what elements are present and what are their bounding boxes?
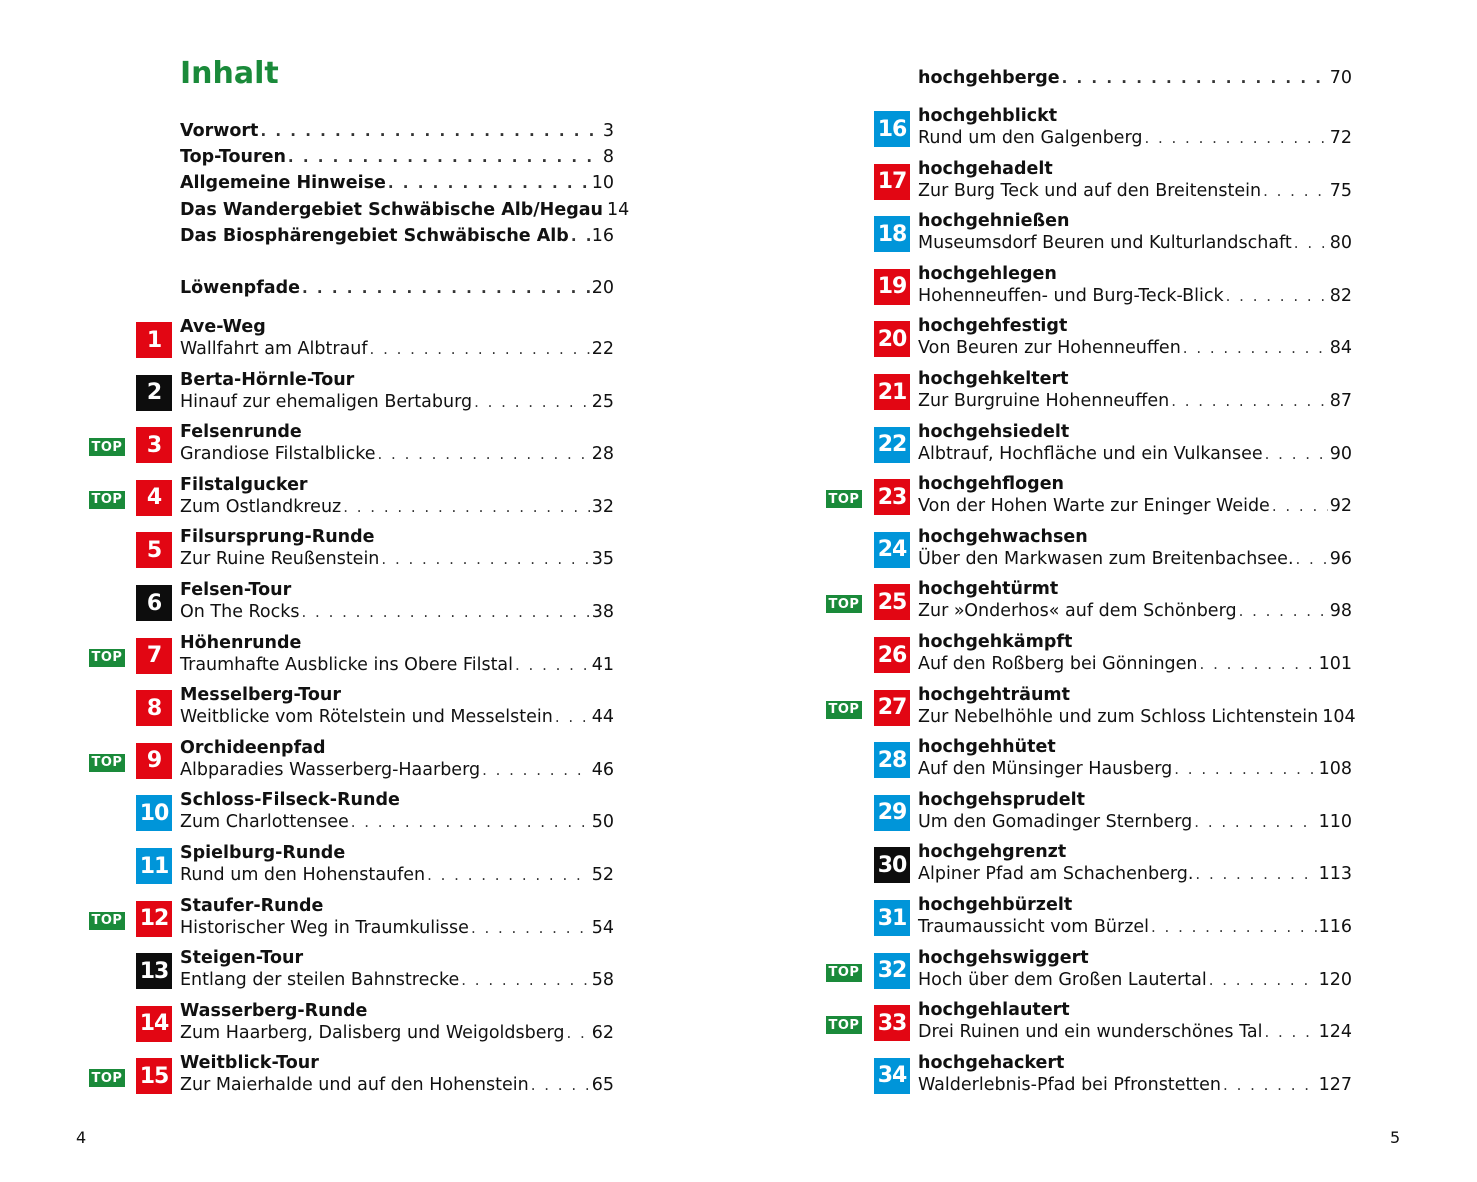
top-tour-badge: TOP — [89, 912, 125, 930]
toc-entry[interactable] — [180, 970, 614, 990]
tour-name: Felsen-Tour — [180, 580, 292, 600]
toc-entry-label: Über den Markwasen zum Breitenbachsee. — [918, 548, 1294, 569]
toc-entry[interactable] — [918, 549, 1352, 569]
toc-entry-page: 70 — [1329, 68, 1352, 88]
toc-entry-label: Zur Maierhalde und auf den Hohenstein — [180, 1075, 529, 1096]
toc-entry-label: Zum Ostlandkreuz — [180, 496, 342, 517]
tour-number-badge: 14 — [136, 1006, 172, 1042]
tour-number-badge: 22 — [874, 427, 910, 463]
dot-leader — [1194, 813, 1316, 831]
toc-entry-label: Top-Touren — [180, 147, 286, 167]
tour-name: hochgehtürmt — [918, 579, 1059, 600]
toc-entry[interactable] — [180, 707, 614, 727]
toc-entry-page: 113 — [1318, 864, 1352, 885]
toc-entry[interactable] — [918, 1075, 1352, 1095]
toc-entry-page: 28 — [591, 444, 614, 465]
dot-leader — [1265, 445, 1328, 463]
toc-entry-page: 16 — [591, 226, 614, 246]
toc-entry-page: 58 — [591, 970, 614, 991]
toc-entry-label: Rund um den Hohenstaufen — [180, 865, 426, 885]
toc-entry-label: Albparadies Wasserberg-Haarberg — [180, 759, 481, 780]
toc-entry-page: 20 — [591, 278, 614, 298]
toc-entry-label: Hinauf zur ehemaligen Bertaburg — [180, 391, 473, 412]
tour-number-badge: 7 — [136, 638, 172, 674]
toc-entry[interactable] — [180, 812, 614, 832]
top-tour-badge: TOP — [826, 490, 862, 508]
tour-number-badge: 21 — [874, 374, 910, 410]
tour-name: Schloss-Filseck-Runde — [180, 790, 400, 811]
toc-entry[interactable] — [918, 970, 1352, 990]
toc-entry-page: 3 — [602, 121, 614, 141]
tour-name: hochgehackert — [918, 1052, 1065, 1073]
toc-entry-label: Hoch über dem Großen Lautertal — [918, 969, 1207, 990]
tour-number-badge: 32 — [874, 953, 910, 989]
toc-entry-page: 98 — [1329, 601, 1352, 622]
toc-entry-label: Wallfahrt am Albtrauf — [180, 339, 368, 359]
toc-entry-label: hochgehberge — [918, 68, 1060, 88]
toc-entry[interactable] — [180, 444, 614, 464]
toc-entry-label: Von Beuren zur Hohenneuffen — [918, 338, 1181, 359]
tour-number-badge: 1 — [136, 322, 172, 358]
toc-entry-label: Auf den Münsinger Hausberg — [918, 759, 1173, 780]
toc-entry-label: Rund um den Galgenberg — [918, 128, 1143, 148]
toc-entry-label: Traumaussicht vom Bürzel — [918, 917, 1150, 937]
dot-leader — [427, 866, 590, 884]
toc-entry-label: Auf den Roßberg bei Gönningen — [918, 654, 1198, 674]
tour-number-badge: 24 — [874, 532, 910, 568]
toc-entry[interactable] — [180, 602, 614, 622]
dot-leader — [1195, 865, 1316, 883]
toc-entry-label: Grandiose Filstalblicke — [180, 444, 376, 465]
dot-leader — [1263, 182, 1328, 200]
dot-leader — [343, 498, 590, 516]
tour-name: hochgehträumt — [918, 684, 1071, 705]
toc-entry[interactable] — [918, 444, 1352, 464]
top-tour-badge: TOP — [826, 701, 862, 719]
top-tour-badge: TOP — [89, 649, 125, 667]
toc-entry-label: Historischer Weg in Traumkulisse — [180, 917, 469, 938]
dot-leader — [474, 393, 590, 411]
tour-number-badge: 23 — [874, 479, 910, 515]
tour-name: hochgehbürzelt — [918, 895, 1073, 915]
dot-leader — [1264, 1023, 1316, 1041]
dot-leader — [1144, 129, 1327, 147]
dot-leader — [351, 813, 590, 831]
tour-name: hochgehsiedelt — [918, 421, 1070, 442]
toc-entry-label: Zum Haarberg, Dalisberg und Weigoldsberg — [180, 1022, 565, 1043]
tour-number-badge: 2 — [136, 375, 172, 411]
toc-entry-page: 38 — [591, 602, 614, 622]
top-tour-badge: TOP — [89, 754, 125, 772]
toc-entry[interactable] — [180, 1023, 614, 1043]
tour-number-badge: 4 — [136, 480, 172, 516]
toc-entry[interactable] — [918, 181, 1352, 201]
toc-entry-label: Das Wandergebiet Schwäbische Alb/Hegau — [180, 200, 603, 220]
tour-number-badge: 27 — [874, 690, 910, 726]
toc-entry-label: Um den Gomadinger Sternberg — [918, 811, 1193, 832]
tour-number-badge: 18 — [874, 216, 910, 252]
toc-entry-page: 75 — [1329, 180, 1352, 201]
dot-leader — [1174, 760, 1316, 778]
top-tour-badge: TOP — [826, 964, 862, 982]
toc-entry-label: Walderlebnis-Pfad bei Pfronstetten — [918, 1074, 1222, 1095]
tour-name: hochgehnießen — [918, 211, 1070, 232]
toc-entry-label: Zur Ruine Reußenstein — [180, 549, 380, 570]
toc-entry-label: Das Biosphärengebiet Schwäbische Alb — [180, 226, 569, 246]
tour-name: Orchideenpfad — [180, 737, 326, 758]
toc-entry[interactable] — [918, 864, 1352, 884]
tour-number-badge: 25 — [874, 584, 910, 620]
tour-name: hochgehkämpft — [918, 632, 1073, 652]
toc-entry[interactable] — [918, 654, 1352, 674]
toc-entry-page: 108 — [1318, 759, 1352, 780]
toc-entry[interactable] — [180, 918, 614, 938]
tour-name: Berta-Hörnle-Tour — [180, 369, 355, 390]
tour-number-badge: 28 — [874, 742, 910, 778]
tour-name: Spielburg-Runde — [180, 843, 346, 863]
dot-leader — [515, 656, 590, 674]
toc-entry[interactable] — [180, 497, 614, 517]
toc-entry[interactable] — [918, 601, 1352, 621]
toc-entry[interactable] — [180, 173, 614, 193]
toc-entry-page: 14 — [606, 200, 630, 220]
tour-name: Steigen-Tour — [180, 948, 304, 969]
dot-leader — [260, 122, 600, 140]
dot-leader — [1272, 497, 1328, 515]
toc-entry[interactable] — [180, 865, 614, 885]
dot-leader — [1209, 971, 1317, 989]
toc-entry-page: 120 — [1318, 969, 1352, 990]
toc-entry-label: Zur Burg Teck und auf den Breitenstein — [918, 180, 1262, 201]
top-tour-badge: TOP — [89, 491, 125, 509]
toc-entry-label: Albtrauf, Hochfläche und ein Vulkansee — [918, 443, 1263, 464]
toc-entry-label: Drei Ruinen und ein wunderschönes Tal — [918, 1022, 1263, 1043]
tour-number-badge: 3 — [136, 427, 172, 463]
dot-leader — [1171, 392, 1328, 410]
toc-entry-page: 96 — [1329, 548, 1352, 569]
toc-entry[interactable] — [918, 391, 1352, 411]
dot-leader — [1226, 287, 1328, 305]
toc-entry-label: Zur Burgruine Hohenneuffen — [918, 391, 1170, 411]
dot-leader — [1239, 602, 1328, 620]
dot-leader — [1062, 69, 1328, 87]
toc-entry-page: 80 — [1329, 233, 1352, 254]
left-page — [0, 0, 738, 1182]
dot-leader — [370, 340, 590, 358]
toc-entry[interactable] — [918, 128, 1352, 148]
top-tour-badge: TOP — [826, 1016, 862, 1034]
toc-entry-page: 72 — [1329, 128, 1352, 148]
toc-entry-label: On The Rocks — [180, 602, 300, 622]
right-page — [738, 0, 1477, 1182]
toc-entry-label: Allgemeine Hinweise — [180, 173, 386, 193]
tour-number-badge: 6 — [136, 585, 172, 621]
tour-number-badge: 34 — [874, 1058, 910, 1094]
toc-entry[interactable] — [180, 226, 614, 246]
toc-entry-page: 46 — [591, 759, 614, 780]
dot-leader — [302, 603, 590, 621]
tour-number-badge: 15 — [136, 1058, 172, 1094]
dot-leader — [461, 971, 589, 989]
tour-number-badge: 13 — [136, 953, 172, 989]
tour-name: Staufer-Runde — [180, 895, 324, 916]
tour-number-badge: 12 — [136, 901, 172, 937]
dot-leader — [1296, 550, 1328, 568]
tour-number-badge: 31 — [874, 900, 910, 936]
toc-entry-page: 124 — [1318, 1022, 1352, 1043]
tour-number-badge: 16 — [874, 111, 910, 147]
tour-number-badge: 9 — [136, 743, 172, 779]
tour-name: hochgehkeltert — [918, 369, 1069, 389]
dot-leader — [1200, 655, 1317, 673]
tour-name: Filstalgucker — [180, 474, 308, 495]
toc-entry[interactable] — [180, 200, 630, 220]
dot-leader — [571, 227, 590, 245]
toc-entry[interactable] — [918, 338, 1352, 358]
toc-entry[interactable] — [180, 147, 614, 167]
dot-leader — [1183, 339, 1328, 357]
tour-name: hochgehlegen — [918, 263, 1057, 284]
toc-entry[interactable] — [180, 760, 614, 780]
toc-entry[interactable] — [918, 1022, 1352, 1042]
dot-leader — [302, 279, 590, 297]
dot-leader — [381, 550, 589, 568]
tour-name: hochgehflogen — [918, 474, 1065, 495]
top-tour-badge: TOP — [826, 595, 862, 613]
dot-leader — [388, 174, 590, 192]
tour-number-badge: 26 — [874, 637, 910, 673]
tour-name: hochgehgrenzt — [918, 842, 1067, 863]
tour-name: hochgehswiggert — [918, 947, 1089, 968]
dot-leader — [1223, 1076, 1317, 1094]
toc-entry-page: 127 — [1318, 1074, 1352, 1095]
toc-entry-page: 104 — [1322, 706, 1356, 727]
top-tour-badge: TOP — [89, 1069, 125, 1087]
tour-name: Ave-Weg — [180, 317, 266, 337]
tour-name: hochgehfestigt — [918, 316, 1068, 337]
tour-number-badge: 20 — [874, 321, 910, 357]
tour-number-badge: 11 — [136, 848, 172, 884]
tour-name: hochgehsprudelt — [918, 789, 1085, 810]
toc-entry-label: Zum Charlottensee — [180, 812, 349, 833]
toc-entry[interactable] — [180, 121, 614, 141]
toc-entry-label: Zur Nebelhöhle und zum Schloss Lichtenstein — [918, 706, 1319, 727]
dot-leader — [482, 761, 590, 779]
toc-entry-label: Entlang der steilen Bahnstrecke — [180, 970, 460, 991]
toc-entry-page: 25 — [591, 391, 614, 412]
toc-entry-page: 44 — [591, 707, 614, 728]
toc-entry[interactable] — [180, 1075, 614, 1095]
toc-entry[interactable] — [918, 233, 1352, 253]
tour-number-badge: 17 — [874, 164, 910, 200]
toc-entry[interactable] — [180, 278, 614, 298]
tour-name: Messelberg-Tour — [180, 685, 341, 706]
toc-entry-page: 41 — [591, 654, 614, 675]
toc-entry-page: 50 — [591, 812, 614, 833]
dot-leader — [1151, 918, 1317, 936]
toc-entry-label: Vorwort — [180, 121, 259, 141]
toc-entry[interactable] — [918, 812, 1352, 832]
toc-entry-page: 82 — [1329, 285, 1352, 306]
toc-entry-page: 52 — [591, 865, 614, 885]
toc-entry-page: 54 — [591, 917, 614, 938]
toc-entry-label: Zur »Onderhos« auf dem Schönberg — [918, 601, 1237, 622]
dot-leader — [378, 445, 590, 463]
tour-number-badge: 8 — [136, 690, 172, 726]
tour-name: Filsursprung-Runde — [180, 527, 375, 548]
toc-entry-label: Von der Hohen Warte zur Eninger Weide — [918, 496, 1270, 517]
toc-entry-page: 84 — [1329, 338, 1352, 359]
toc-entry-label: Traumhafte Ausblicke ins Obere Filstal — [180, 654, 514, 675]
toc-entry-page: 65 — [591, 1075, 614, 1096]
tour-name: hochgehadelt — [918, 158, 1053, 179]
top-tour-badge: TOP — [89, 438, 125, 456]
tour-name: Wasserberg-Runde — [180, 1000, 368, 1021]
tour-name: hochgehwachsen — [918, 526, 1088, 547]
tour-number-badge: 30 — [874, 847, 910, 883]
dot-leader — [288, 148, 601, 166]
toc-entry[interactable] — [918, 759, 1352, 779]
tour-number-badge: 5 — [136, 532, 172, 568]
toc-entry[interactable] — [918, 68, 1352, 88]
dot-leader — [567, 1024, 590, 1042]
toc-entry-label: Hohenneuffen- und Burg-Teck-Blick — [918, 285, 1224, 306]
tour-name: hochgehlautert — [918, 1000, 1070, 1021]
toc-entry[interactable] — [918, 286, 1352, 306]
tour-name: Höhenrunde — [180, 632, 302, 653]
toc-entry[interactable] — [180, 339, 614, 359]
tour-name: hochgehblickt — [918, 106, 1058, 126]
tour-name: Felsenrunde — [180, 422, 302, 443]
toc-entry[interactable] — [180, 655, 614, 675]
dot-leader — [531, 1076, 590, 1094]
tour-number-badge: 10 — [136, 795, 172, 831]
tour-number-badge: 33 — [874, 1005, 910, 1041]
toc-entry-page: 8 — [602, 147, 614, 167]
tour-name: hochgehhütet — [918, 737, 1056, 758]
toc-entry-label: Löwenpfade — [180, 278, 301, 298]
toc-entry-page: 87 — [1329, 391, 1352, 411]
toc-entry[interactable] — [918, 706, 1356, 727]
toc-entry-page: 92 — [1329, 496, 1352, 517]
toc-entry[interactable] — [918, 917, 1352, 937]
toc-entry[interactable] — [180, 392, 614, 412]
dot-leader — [1294, 234, 1328, 252]
toc-entry-label: Museumsdorf Beuren und Kulturlandschaft — [918, 233, 1292, 254]
toc-entry-page: 90 — [1329, 443, 1352, 464]
toc-entry[interactable] — [918, 496, 1352, 516]
toc-entry-page: 110 — [1318, 811, 1352, 832]
toc-entry-page: 32 — [591, 496, 614, 517]
toc-entry-label: Weitblicke vom Rötelstein und Messelstein — [180, 707, 553, 728]
toc-entry-page: 62 — [591, 1022, 614, 1043]
toc-entry-page: 22 — [591, 339, 614, 359]
dot-leader — [555, 708, 590, 726]
toc-entry-page: 101 — [1318, 654, 1352, 674]
toc-entry-page: 35 — [591, 549, 614, 570]
toc-entry-page: 116 — [1318, 917, 1352, 937]
toc-entry-page: 10 — [591, 173, 614, 193]
dot-leader — [471, 919, 590, 937]
tour-name: Weitblick-Tour — [180, 1053, 319, 1074]
toc-entry[interactable] — [180, 549, 614, 569]
toc-entry-label: Alpiner Pfad am Schachenberg. — [918, 864, 1194, 885]
page-number: 4 — [76, 1128, 87, 1147]
page-title: Inhalt — [180, 56, 279, 91]
page-number: 5 — [1390, 1128, 1401, 1147]
tour-number-badge: 19 — [874, 269, 910, 305]
tour-number-badge: 29 — [874, 795, 910, 831]
